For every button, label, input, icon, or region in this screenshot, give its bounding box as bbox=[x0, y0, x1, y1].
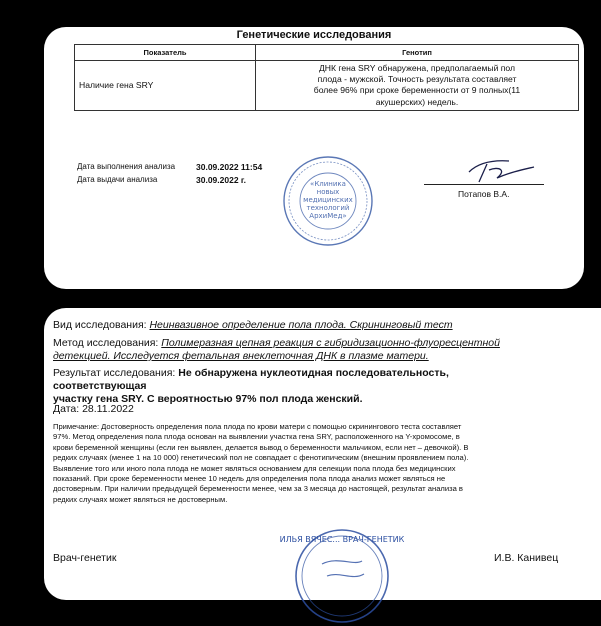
result-label: Результат исследования: bbox=[53, 367, 176, 379]
stamp-line: АрхиМед» bbox=[309, 212, 347, 220]
method-label: Метод исследования: bbox=[53, 337, 159, 349]
date-row bbox=[77, 160, 262, 173]
signer-name: Потапов В.А. bbox=[458, 189, 510, 199]
note-line: редких случаях (менее 1 на 10 000) генетический пол не совпадает с фенотипическим (внешним проявлением пола). bbox=[53, 453, 469, 463]
table-row bbox=[75, 61, 579, 111]
genotype-line: акушерских) недель. bbox=[375, 96, 459, 107]
stamp-line: новых bbox=[316, 188, 340, 196]
note-line: Выявление того или иного пола плода не может являться основанием для селекции пола плода без медицинских bbox=[53, 463, 456, 473]
result-line bbox=[53, 367, 543, 406]
stamp-text: ИЛЬЯ ВЯЧЕС... ВРАЧ-ГЕНЕТИК bbox=[279, 535, 405, 544]
clinic-stamp bbox=[282, 155, 374, 247]
column-header: Показатель bbox=[75, 45, 256, 61]
doctor-role: Врач-генетик bbox=[53, 552, 117, 564]
method-line bbox=[53, 337, 543, 363]
signature-line bbox=[424, 184, 544, 185]
genotype-line: более 96% при сроке беременности от 9 полных(11 bbox=[313, 85, 521, 96]
doctor-stamp bbox=[279, 526, 405, 626]
note-line: редких случаях может являться не достоверным. bbox=[53, 494, 228, 504]
indicator-cell: Наличие гена SRY bbox=[75, 61, 256, 111]
stamp-line: медицинских bbox=[303, 196, 353, 204]
study-type-line bbox=[53, 319, 543, 332]
lab-result-card bbox=[44, 27, 584, 289]
note-line: показаний. При сроке беременности менее 10 недель для определения пола плода анализ может являться не bbox=[53, 474, 446, 484]
table-header-row bbox=[75, 45, 579, 61]
note-paragraph bbox=[53, 422, 548, 505]
date-value: 30.09.2022 г. bbox=[196, 174, 246, 185]
column-header: Генотип bbox=[256, 45, 579, 61]
study-type-label: Вид исследования: bbox=[53, 319, 147, 331]
method-value-cont: детекцией. Исследуется фетальная внеклеточная ДНК в плазме матери. bbox=[53, 350, 429, 362]
date-label: Дата выдачи анализа bbox=[77, 175, 158, 184]
note-line: Примечание: Достоверность определения пола плода по крови матери с помощью скринингового теста составляет bbox=[53, 422, 462, 431]
genetic-results-table bbox=[74, 44, 579, 111]
genotype-cell bbox=[256, 61, 579, 111]
stamp-line: «Клиника bbox=[310, 180, 346, 188]
date-label: Дата выполнения анализа bbox=[77, 162, 176, 171]
date-row bbox=[77, 173, 262, 186]
study-type-value: Неинвазивное определение пола плода. Скрининговый тест bbox=[149, 319, 453, 331]
note-line: достоверным. При наличии предыдущей беременности менее, чем за 3 месяца до настоящей, результат анализа в bbox=[53, 484, 463, 494]
stamp-line: технологий bbox=[306, 204, 350, 212]
method-value: Полимеразная цепная реакция с гибридизационно-флуоресцентной bbox=[161, 337, 500, 349]
sex-determination-card bbox=[44, 308, 601, 600]
note-line: крови беременной женщины (если ген выявлен, делается вывод о беременности мальчиком, если нет – девочкой). В bbox=[53, 442, 469, 452]
report-date: Дата: 28.11.2022 bbox=[53, 403, 134, 415]
result-value-cont: участку гена SRY. С вероятностью 97% пол плода женский. bbox=[53, 393, 363, 405]
section-title: Генетические исследования bbox=[236, 29, 392, 41]
signature-image bbox=[449, 152, 544, 187]
note-line: 97%. Метод определения пола плода основан на выявлении участка гена SRY, расположенного на Y-хромосоме, в bbox=[53, 432, 460, 442]
date-value: 30.09.2022 11:54 bbox=[196, 161, 263, 172]
genotype-line: плода - мужской. Точность результата составляет bbox=[317, 74, 517, 85]
doctor-name: И.В. Канивец bbox=[494, 552, 559, 564]
result-value: Не обнаружена нуклеотидная последовательность, соответствующая bbox=[53, 367, 449, 392]
genotype-line: ДНК гена SRY обнаружена, предполагаемый пол bbox=[318, 63, 516, 73]
analysis-dates bbox=[77, 160, 262, 186]
